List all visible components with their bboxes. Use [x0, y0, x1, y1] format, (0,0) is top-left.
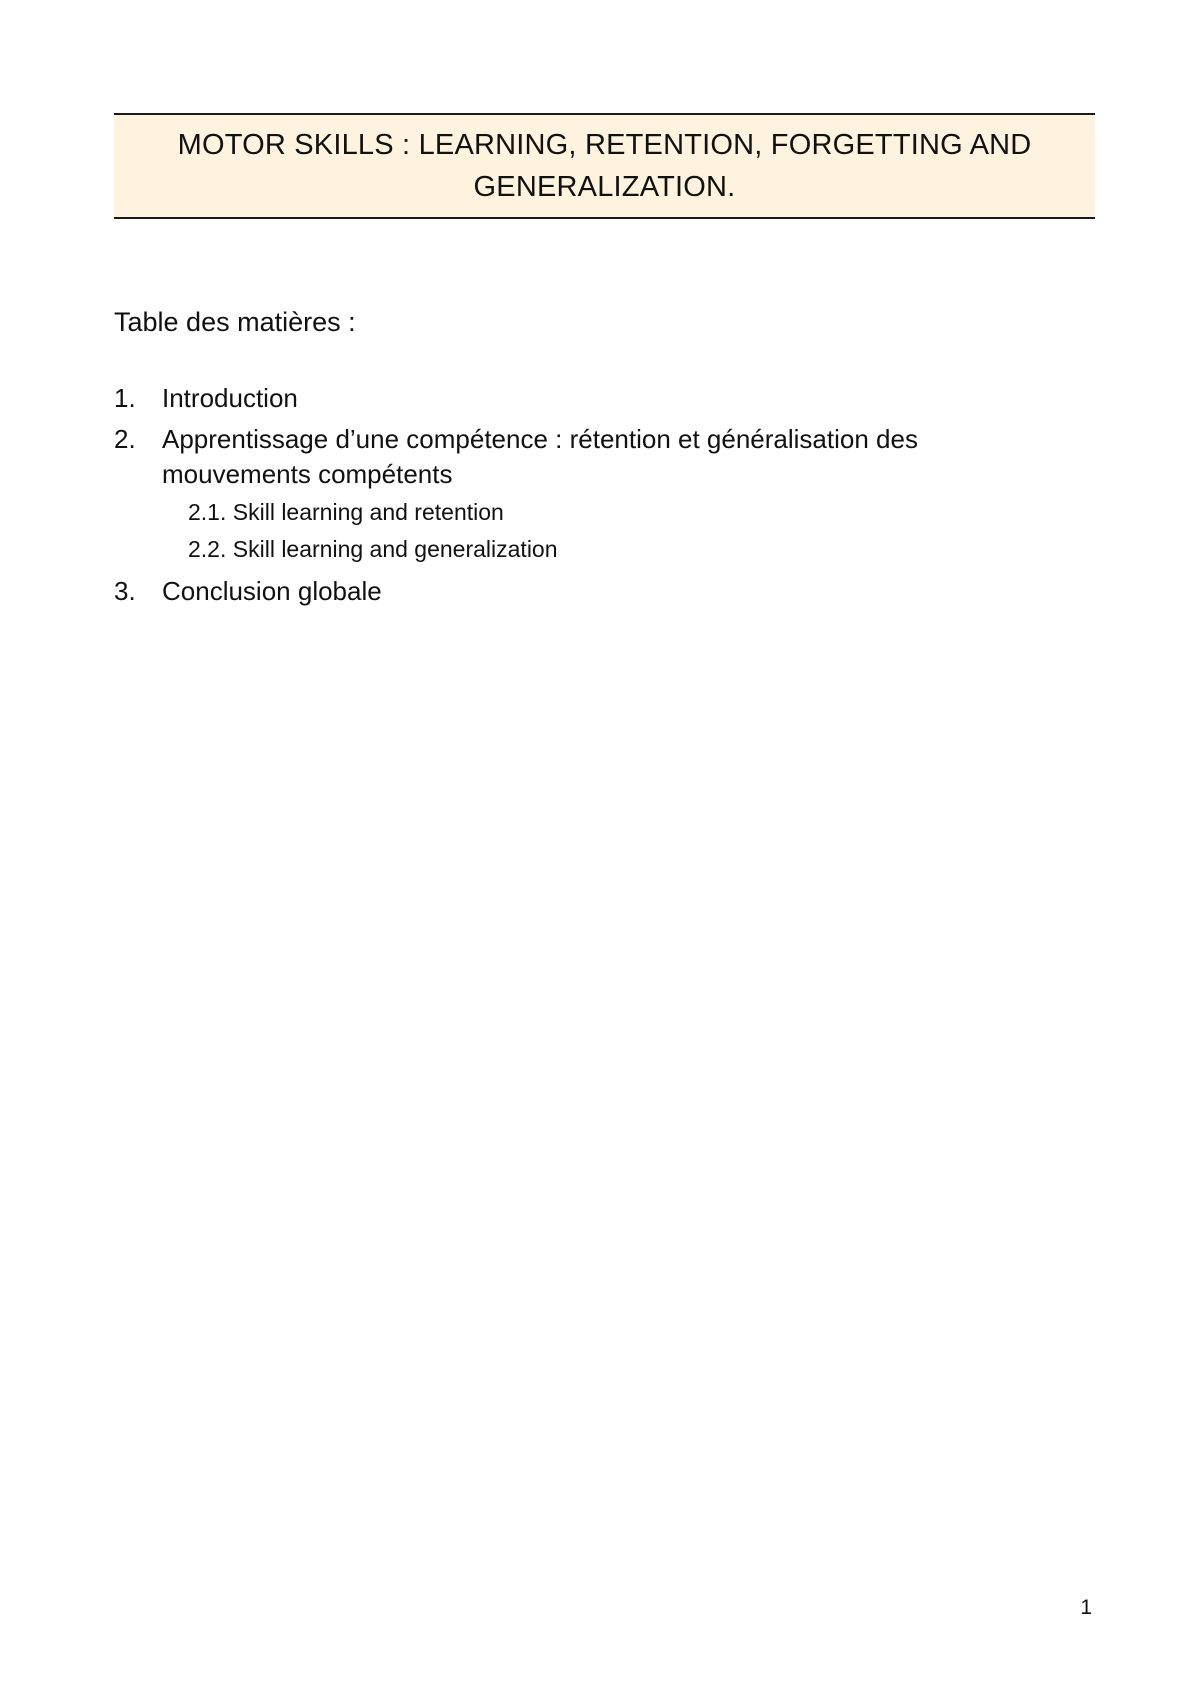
toc-item-label: Apprentissage d’une compétence : rétention et généralisation des mouvements compétents: [162, 424, 918, 489]
toc-item-label: Introduction: [162, 383, 298, 413]
toc-subitem-retention: 2.1. Skill learning and retention: [188, 499, 504, 525]
toc-item-number: 1.: [114, 383, 136, 413]
toc-item-number: 3.: [114, 576, 136, 606]
toc-item-number: 2.: [114, 424, 136, 454]
document-title: MOTOR SKILLS : LEARNING, RETENTION, FORGETTING AND GENERALIZATION.: [177, 129, 1032, 203]
toc-item-label: Conclusion globale: [162, 576, 382, 606]
toc-subitem-generalization: 2.2. Skill learning and generalization: [188, 536, 558, 562]
title-banner: [114, 113, 1095, 219]
toc-heading: Table des matières :: [114, 307, 356, 337]
page-number: 1: [1080, 1596, 1092, 1619]
table-of-contents: [114, 381, 1014, 615]
toc-sublist: [162, 494, 1014, 568]
toc-item-conclusion: [114, 574, 1014, 609]
toc-item-introduction: [114, 381, 1014, 416]
toc-item-apprentissage: [114, 422, 1014, 568]
